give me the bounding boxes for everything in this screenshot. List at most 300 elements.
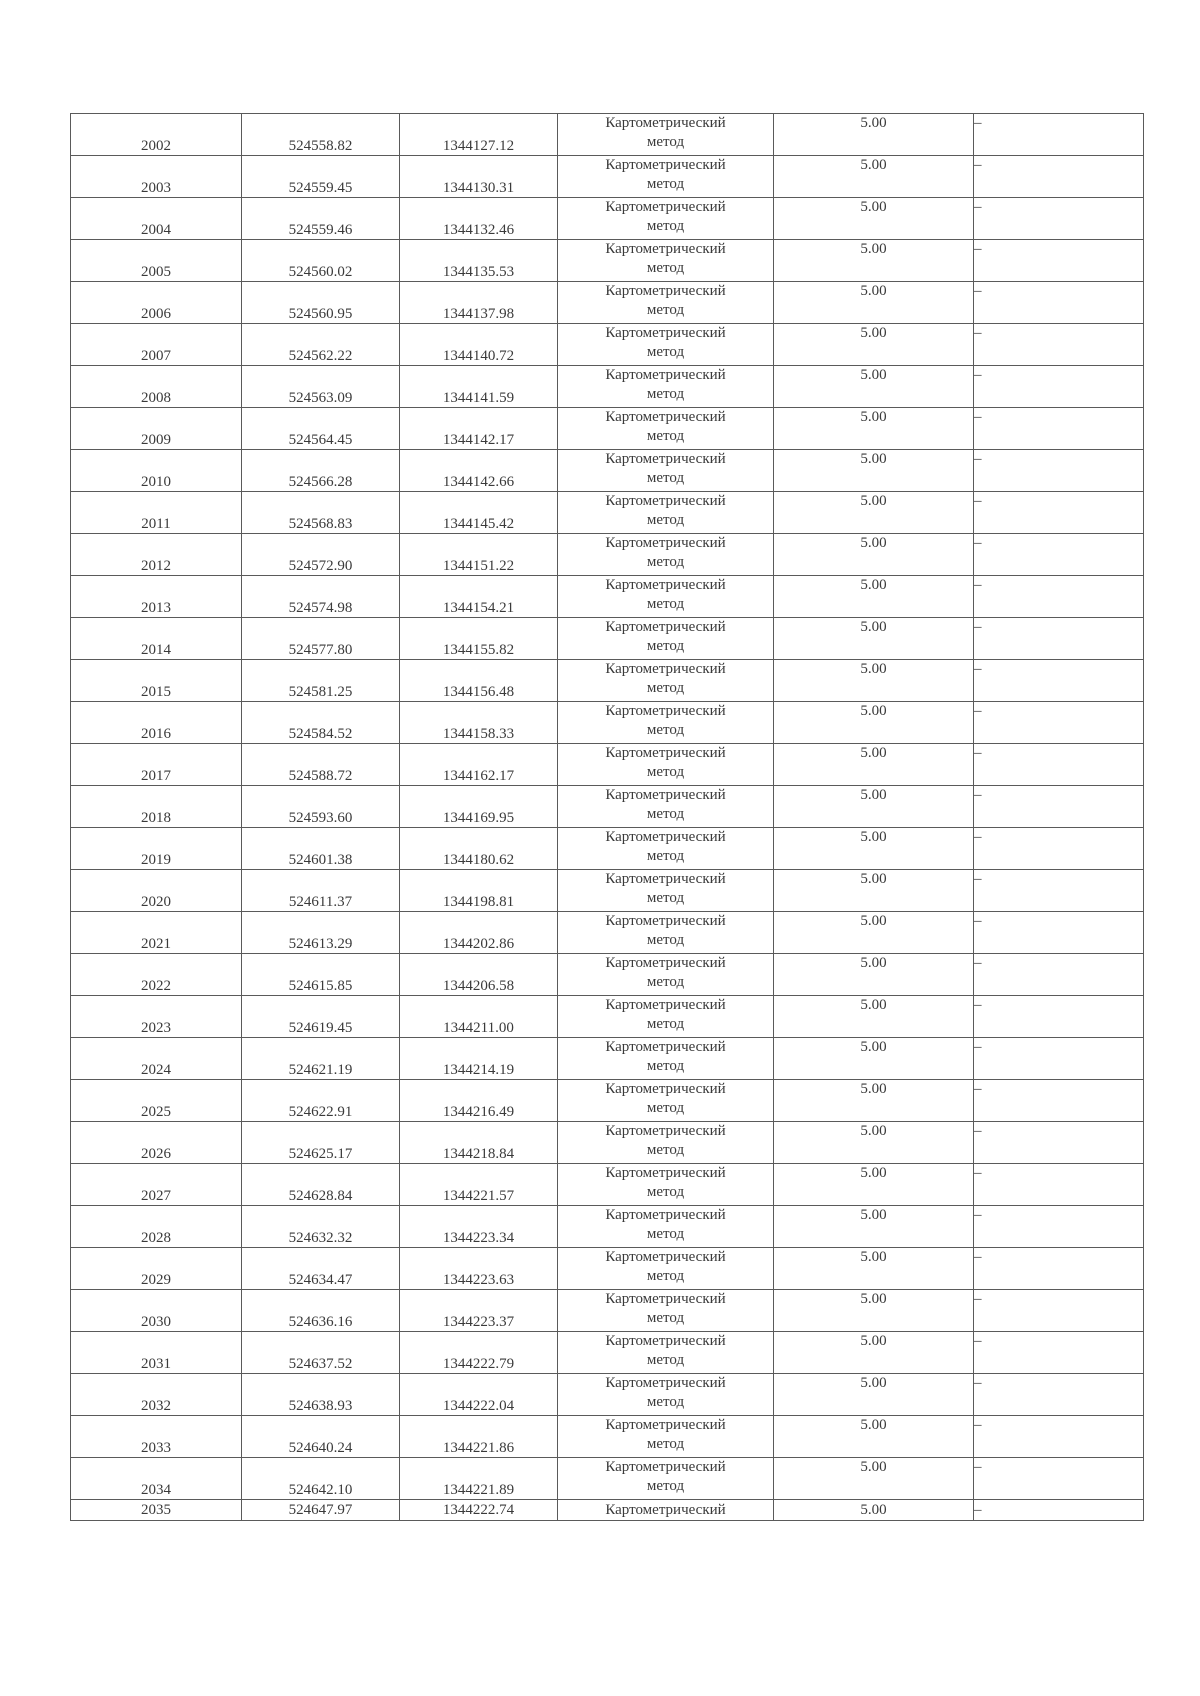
- x-coordinate-cell: 524613.29: [242, 912, 400, 954]
- method-line-1: Картометрический: [605, 1459, 726, 1475]
- method-line-2: метод: [646, 218, 685, 234]
- method-line-1: Картометрический: [605, 703, 726, 719]
- method-line-2: метод: [646, 1142, 685, 1158]
- method-line-2: метод: [646, 1058, 685, 1074]
- method-cell: [558, 450, 774, 492]
- point-number-cell: 2009: [71, 408, 242, 450]
- point-number-cell: 2032: [71, 1374, 242, 1416]
- method-cell: [558, 786, 774, 828]
- method-line-2: метод: [646, 932, 685, 948]
- accuracy-cell: 5.00: [774, 1122, 974, 1164]
- table-row: [71, 1416, 1144, 1458]
- x-coordinate-cell: 524636.16: [242, 1290, 400, 1332]
- accuracy-cell: 5.00: [774, 366, 974, 408]
- method-cell: [558, 1458, 774, 1500]
- accuracy-cell: 5.00: [774, 870, 974, 912]
- y-coordinate-cell: 1344202.86: [400, 912, 558, 954]
- accuracy-cell: 5.00: [774, 1164, 974, 1206]
- table-row: [71, 1332, 1144, 1374]
- y-coordinate-cell: 1344135.53: [400, 240, 558, 282]
- note-cell: –: [974, 366, 1144, 408]
- table-row: [71, 1164, 1144, 1206]
- note-cell: –: [974, 954, 1144, 996]
- method-line-2: метод: [646, 134, 685, 150]
- y-coordinate-cell: 1344130.31: [400, 156, 558, 198]
- y-coordinate-cell: 1344154.21: [400, 576, 558, 618]
- accuracy-cell: 5.00: [774, 1206, 974, 1248]
- note-cell: –: [974, 1374, 1144, 1416]
- x-coordinate-cell: 524560.02: [242, 240, 400, 282]
- x-coordinate-cell: 524642.10: [242, 1458, 400, 1500]
- method-line-1: Картометрический: [605, 745, 726, 761]
- method-cell: [558, 114, 774, 156]
- method-line-1: Картометрический: [605, 1081, 726, 1097]
- point-number-cell: 2035: [71, 1500, 242, 1521]
- x-coordinate-cell: 524581.25: [242, 660, 400, 702]
- note-cell: –: [974, 870, 1144, 912]
- table-row: [71, 828, 1144, 870]
- table-row: [71, 1206, 1144, 1248]
- method-line-2: метод: [646, 848, 685, 864]
- table-row: [71, 324, 1144, 366]
- accuracy-cell: 5.00: [774, 618, 974, 660]
- note-cell: –: [974, 702, 1144, 744]
- point-number-cell: 2017: [71, 744, 242, 786]
- method-cell: [558, 954, 774, 996]
- note-cell: –: [974, 492, 1144, 534]
- y-coordinate-cell: 1344142.17: [400, 408, 558, 450]
- y-coordinate-cell: 1344223.34: [400, 1206, 558, 1248]
- method-line-2: метод: [646, 974, 685, 990]
- accuracy-cell: 5.00: [774, 1374, 974, 1416]
- point-number-cell: 2030: [71, 1290, 242, 1332]
- y-coordinate-cell: 1344221.57: [400, 1164, 558, 1206]
- x-coordinate-cell: 524625.17: [242, 1122, 400, 1164]
- method-line-2: метод: [646, 428, 685, 444]
- accuracy-cell: 5.00: [774, 996, 974, 1038]
- method-line-1: Картометрический: [605, 115, 726, 131]
- note-cell: –: [974, 660, 1144, 702]
- method-line-2: метод: [646, 680, 685, 696]
- method-cell: [558, 912, 774, 954]
- y-coordinate-cell: 1344222.04: [400, 1374, 558, 1416]
- note-cell: –: [974, 1080, 1144, 1122]
- method-line-2: метод: [646, 470, 685, 486]
- note-cell: –: [974, 282, 1144, 324]
- x-coordinate-cell: 524588.72: [242, 744, 400, 786]
- table-row: [71, 954, 1144, 996]
- y-coordinate-cell: 1344142.66: [400, 450, 558, 492]
- y-coordinate-cell: 1344158.33: [400, 702, 558, 744]
- y-coordinate-cell: 1344223.37: [400, 1290, 558, 1332]
- note-cell: –: [974, 114, 1144, 156]
- note-cell: –: [974, 996, 1144, 1038]
- x-coordinate-cell: 524584.52: [242, 702, 400, 744]
- method-line-1: Картометрический: [605, 1165, 726, 1181]
- table-row: [71, 1122, 1144, 1164]
- point-number-cell: 2022: [71, 954, 242, 996]
- method-line-2: метод: [646, 1436, 685, 1452]
- note-cell: –: [974, 1206, 1144, 1248]
- method-line-2: метод: [646, 176, 685, 192]
- method-line-2: метод: [646, 596, 685, 612]
- method-line-1: Картометрический: [605, 157, 726, 173]
- y-coordinate-cell: 1344211.00: [400, 996, 558, 1038]
- x-coordinate-cell: 524621.19: [242, 1038, 400, 1080]
- method-cell: [558, 198, 774, 240]
- x-coordinate-cell: 524637.52: [242, 1332, 400, 1374]
- x-coordinate-cell: 524577.80: [242, 618, 400, 660]
- note-cell: –: [974, 156, 1144, 198]
- accuracy-cell: 5.00: [774, 744, 974, 786]
- y-coordinate-cell: 1344137.98: [400, 282, 558, 324]
- method-line-1: Картометрический: [605, 241, 726, 257]
- table-row: [71, 1458, 1144, 1500]
- method-line-1: Картометрический: [605, 829, 726, 845]
- method-line-1: Картометрический: [605, 1375, 726, 1391]
- accuracy-cell: 5.00: [774, 1290, 974, 1332]
- method-cell: [558, 1080, 774, 1122]
- x-coordinate-cell: 524632.32: [242, 1206, 400, 1248]
- table-row: [71, 996, 1144, 1038]
- method-cell: [558, 828, 774, 870]
- table-row: [71, 450, 1144, 492]
- table-row: [71, 1080, 1144, 1122]
- method-line-2: метод: [646, 638, 685, 654]
- x-coordinate-cell: 524559.46: [242, 198, 400, 240]
- accuracy-cell: 5.00: [774, 534, 974, 576]
- method-cell: [558, 366, 774, 408]
- method-line-1: Картометрический: [605, 535, 726, 551]
- note-cell: –: [974, 1038, 1144, 1080]
- x-coordinate-cell: 524564.45: [242, 408, 400, 450]
- y-coordinate-cell: 1344132.46: [400, 198, 558, 240]
- note-cell: –: [974, 912, 1144, 954]
- point-number-cell: 2007: [71, 324, 242, 366]
- note-cell: –: [974, 1290, 1144, 1332]
- table-row: [71, 492, 1144, 534]
- point-number-cell: 2005: [71, 240, 242, 282]
- note-cell: –: [974, 786, 1144, 828]
- method-line-1: Картометрический: [605, 955, 726, 971]
- method-line-1: Картометрический: [605, 283, 726, 299]
- point-number-cell: 2020: [71, 870, 242, 912]
- point-number-cell: 2002: [71, 114, 242, 156]
- accuracy-cell: 5.00: [774, 828, 974, 870]
- x-coordinate-cell: 524563.09: [242, 366, 400, 408]
- y-coordinate-cell: 1344127.12: [400, 114, 558, 156]
- method-cell: [558, 618, 774, 660]
- point-number-cell: 2015: [71, 660, 242, 702]
- table-row: [71, 1248, 1144, 1290]
- method-cell: [558, 156, 774, 198]
- point-number-cell: 2028: [71, 1206, 242, 1248]
- method-line-2: метод: [646, 1016, 685, 1032]
- y-coordinate-cell: 1344155.82: [400, 618, 558, 660]
- method-line-1: Картометрический: [605, 409, 726, 425]
- table-row: [71, 1290, 1144, 1332]
- y-coordinate-cell: 1344223.63: [400, 1248, 558, 1290]
- method-cell: [558, 1416, 774, 1458]
- table-row: [71, 870, 1144, 912]
- method-line-2: метод: [646, 260, 685, 276]
- method-line-2: метод: [646, 302, 685, 318]
- point-number-cell: 2025: [71, 1080, 242, 1122]
- table-row: [71, 156, 1144, 198]
- accuracy-cell: 5.00: [774, 1248, 974, 1290]
- y-coordinate-cell: 1344221.86: [400, 1416, 558, 1458]
- note-cell: –: [974, 450, 1144, 492]
- accuracy-cell: 5.00: [774, 156, 974, 198]
- method-cell: [558, 324, 774, 366]
- accuracy-cell: 5.00: [774, 492, 974, 534]
- method-line-1: Картометрический: [605, 577, 726, 593]
- method-line-1: Картометрический: [605, 787, 726, 803]
- y-coordinate-cell: 1344218.84: [400, 1122, 558, 1164]
- point-number-cell: 2006: [71, 282, 242, 324]
- y-coordinate-cell: 1344221.89: [400, 1458, 558, 1500]
- x-coordinate-cell: 524611.37: [242, 870, 400, 912]
- point-number-cell: 2008: [71, 366, 242, 408]
- x-coordinate-cell: 524628.84: [242, 1164, 400, 1206]
- method-line-1: Картометрический: [605, 619, 726, 635]
- x-coordinate-cell: 524647.97: [242, 1500, 400, 1521]
- point-number-cell: 2018: [71, 786, 242, 828]
- table-row: [71, 282, 1144, 324]
- x-coordinate-cell: 524601.38: [242, 828, 400, 870]
- accuracy-cell: 5.00: [774, 240, 974, 282]
- method-line-2: метод: [646, 386, 685, 402]
- method-line-2: метод: [646, 1310, 685, 1326]
- method-line-1: Картометрический: [605, 1039, 726, 1055]
- note-cell: –: [974, 618, 1144, 660]
- point-number-cell: 2003: [71, 156, 242, 198]
- method-line-1: Картометрический: [605, 661, 726, 677]
- coordinates-table-body: [71, 114, 1144, 1521]
- y-coordinate-cell: 1344141.59: [400, 366, 558, 408]
- method-cell: [558, 534, 774, 576]
- accuracy-cell: 5.00: [774, 954, 974, 996]
- method-line-2: метод: [646, 1184, 685, 1200]
- note-cell: –: [974, 408, 1144, 450]
- accuracy-cell: 5.00: [774, 198, 974, 240]
- x-coordinate-cell: 524572.90: [242, 534, 400, 576]
- method-line-2: метод: [646, 1100, 685, 1116]
- method-cell: [558, 282, 774, 324]
- y-coordinate-cell: 1344162.17: [400, 744, 558, 786]
- method-line-1: Картометрический: [605, 1291, 726, 1307]
- note-cell: –: [974, 1164, 1144, 1206]
- x-coordinate-cell: 524593.60: [242, 786, 400, 828]
- method-line-1: Картометрический: [605, 1333, 726, 1349]
- method-line-2: метод: [646, 1268, 685, 1284]
- accuracy-cell: 5.00: [774, 576, 974, 618]
- note-cell: –: [974, 828, 1144, 870]
- method-line-2: метод: [646, 890, 685, 906]
- method-line-1: Картометрический: [605, 451, 726, 467]
- coordinates-table: [70, 113, 1144, 1521]
- method-line-1: Картометрический: [605, 199, 726, 215]
- x-coordinate-cell: 524559.45: [242, 156, 400, 198]
- x-coordinate-cell: 524574.98: [242, 576, 400, 618]
- note-cell: –: [974, 1248, 1144, 1290]
- x-coordinate-cell: 524558.82: [242, 114, 400, 156]
- point-number-cell: 2014: [71, 618, 242, 660]
- method-line-2: метод: [646, 1394, 685, 1410]
- note-cell: –: [974, 1458, 1144, 1500]
- method-cell: [558, 576, 774, 618]
- y-coordinate-cell: 1344169.95: [400, 786, 558, 828]
- method-cell: [558, 492, 774, 534]
- table-row: [71, 114, 1144, 156]
- method-cell: [558, 1122, 774, 1164]
- point-number-cell: 2011: [71, 492, 242, 534]
- method-line-2: метод: [646, 344, 685, 360]
- table-row: [71, 198, 1144, 240]
- method-cell: [558, 408, 774, 450]
- y-coordinate-cell: 1344198.81: [400, 870, 558, 912]
- accuracy-cell: 5.00: [774, 912, 974, 954]
- method-line-2: метод: [646, 722, 685, 738]
- note-cell: –: [974, 240, 1144, 282]
- table-row: [71, 786, 1144, 828]
- table-row: [71, 366, 1144, 408]
- accuracy-cell: 5.00: [774, 786, 974, 828]
- point-number-cell: 2004: [71, 198, 242, 240]
- x-coordinate-cell: 524638.93: [242, 1374, 400, 1416]
- y-coordinate-cell: 1344206.58: [400, 954, 558, 996]
- point-number-cell: 2034: [71, 1458, 242, 1500]
- note-cell: –: [974, 1416, 1144, 1458]
- method-cell: [558, 744, 774, 786]
- method-line-2: метод: [646, 764, 685, 780]
- accuracy-cell: 5.00: [774, 702, 974, 744]
- method-line-1: Картометрический: [605, 1417, 726, 1433]
- table-row: [71, 618, 1144, 660]
- method-cell: [558, 702, 774, 744]
- note-cell: –: [974, 1122, 1144, 1164]
- point-number-cell: 2026: [71, 1122, 242, 1164]
- note-cell: –: [974, 534, 1144, 576]
- table-row: [71, 1500, 1144, 1521]
- table-row: [71, 1038, 1144, 1080]
- method-cell: [558, 870, 774, 912]
- accuracy-cell: 5.00: [774, 324, 974, 366]
- method-line-1: Картометрический: [605, 913, 726, 929]
- table-row: [71, 660, 1144, 702]
- x-coordinate-cell: 524562.22: [242, 324, 400, 366]
- y-coordinate-cell: 1344222.79: [400, 1332, 558, 1374]
- method-cell: [558, 1332, 774, 1374]
- note-cell: –: [974, 1500, 1144, 1521]
- x-coordinate-cell: 524622.91: [242, 1080, 400, 1122]
- table-row: [71, 912, 1144, 954]
- accuracy-cell: 5.00: [774, 282, 974, 324]
- point-number-cell: 2019: [71, 828, 242, 870]
- table-row: [71, 576, 1144, 618]
- x-coordinate-cell: 524566.28: [242, 450, 400, 492]
- table-row: [71, 534, 1144, 576]
- note-cell: –: [974, 1332, 1144, 1374]
- point-number-cell: 2029: [71, 1248, 242, 1290]
- method-line-2: метод: [646, 1352, 685, 1368]
- method-cell: [558, 1038, 774, 1080]
- method-line-2: метод: [646, 806, 685, 822]
- method-cell: [558, 660, 774, 702]
- y-coordinate-cell: 1344216.49: [400, 1080, 558, 1122]
- note-cell: –: [974, 576, 1144, 618]
- method-line-2: метод: [646, 1478, 685, 1494]
- point-number-cell: 2016: [71, 702, 242, 744]
- table-row: [71, 702, 1144, 744]
- table-row: [71, 744, 1144, 786]
- method-cell: [558, 1164, 774, 1206]
- point-number-cell: 2031: [71, 1332, 242, 1374]
- point-number-cell: 2033: [71, 1416, 242, 1458]
- x-coordinate-cell: 524640.24: [242, 1416, 400, 1458]
- y-coordinate-cell: 1344180.62: [400, 828, 558, 870]
- method-cell: [558, 1374, 774, 1416]
- method-line-1: Картометрический: [605, 1123, 726, 1139]
- note-cell: –: [974, 324, 1144, 366]
- method-cell: [558, 240, 774, 282]
- method-line-2: метод: [646, 554, 685, 570]
- accuracy-cell: 5.00: [774, 450, 974, 492]
- method-cell: [558, 1500, 774, 1521]
- y-coordinate-cell: 1344214.19: [400, 1038, 558, 1080]
- method-cell: [558, 1206, 774, 1248]
- table-row: [71, 240, 1144, 282]
- point-number-cell: 2010: [71, 450, 242, 492]
- note-cell: –: [974, 744, 1144, 786]
- method-cell: [558, 1248, 774, 1290]
- point-number-cell: 2024: [71, 1038, 242, 1080]
- y-coordinate-cell: 1344145.42: [400, 492, 558, 534]
- point-number-cell: 2013: [71, 576, 242, 618]
- method-line-1: Картометрический: [605, 997, 726, 1013]
- accuracy-cell: 5.00: [774, 1038, 974, 1080]
- method-line-1: Картометрический: [605, 367, 726, 383]
- y-coordinate-cell: 1344140.72: [400, 324, 558, 366]
- accuracy-cell: 5.00: [774, 114, 974, 156]
- method-cell: [558, 996, 774, 1038]
- accuracy-cell: 5.00: [774, 1332, 974, 1374]
- method-cell: [558, 1290, 774, 1332]
- point-number-cell: 2027: [71, 1164, 242, 1206]
- y-coordinate-cell: 1344156.48: [400, 660, 558, 702]
- accuracy-cell: 5.00: [774, 1500, 974, 1521]
- method-line-1: Картометрический: [605, 1207, 726, 1223]
- method-line-2: метод: [646, 512, 685, 528]
- x-coordinate-cell: 524619.45: [242, 996, 400, 1038]
- accuracy-cell: 5.00: [774, 408, 974, 450]
- note-cell: –: [974, 198, 1144, 240]
- y-coordinate-cell: 1344222.74: [400, 1500, 558, 1521]
- x-coordinate-cell: 524615.85: [242, 954, 400, 996]
- method-line-1: Картометрический: [605, 871, 726, 887]
- x-coordinate-cell: 524568.83: [242, 492, 400, 534]
- x-coordinate-cell: 524634.47: [242, 1248, 400, 1290]
- method-line-1: Картометрический: [605, 325, 726, 341]
- method-line-1: Картометрический: [605, 493, 726, 509]
- table-row: [71, 1374, 1144, 1416]
- method-line-1: Картометрический: [605, 1249, 726, 1265]
- accuracy-cell: 5.00: [774, 1458, 974, 1500]
- accuracy-cell: 5.00: [774, 1416, 974, 1458]
- accuracy-cell: 5.00: [774, 1080, 974, 1122]
- x-coordinate-cell: 524560.95: [242, 282, 400, 324]
- point-number-cell: 2021: [71, 912, 242, 954]
